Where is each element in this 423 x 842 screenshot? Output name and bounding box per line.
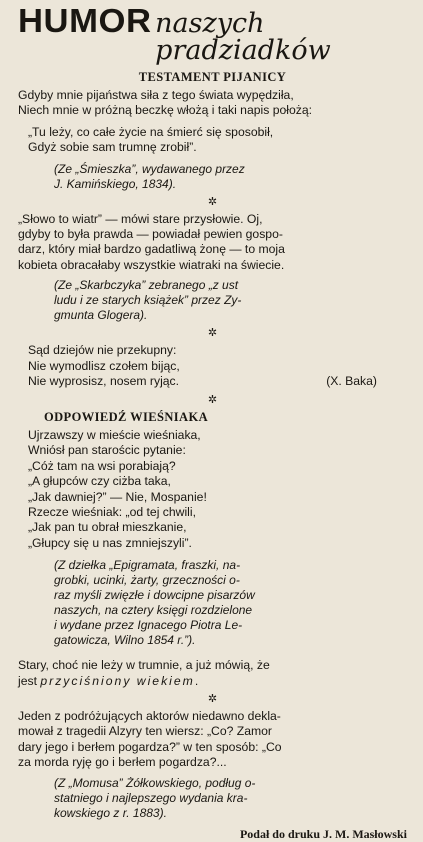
text-line: Nie wymodlisz czołem bijąc, — [28, 358, 180, 373]
text-line: (Ze „Skarbczyka” zebranego „z ust — [54, 278, 239, 293]
text-line: (Ze „Śmieszka”, wydawanego przez — [54, 161, 245, 176]
text-line: (Z dziełka „Epigramata, fraszki, na- — [54, 558, 241, 573]
citation — [18, 776, 407, 821]
text-fragment: . — [194, 673, 199, 688]
text-line: gdyby to była prawda — powiadał pewien gospo- — [18, 227, 283, 242]
text-line: „Głupcy się u nas zmniejszyli”. — [28, 535, 192, 550]
text-line: Rzecze wieśniak: „od tej chwili, — [28, 504, 196, 519]
text-line: gmunta Glogera). — [54, 308, 148, 323]
text-line — [18, 674, 407, 689]
text-line: „Cóż tam na wsi porabiają? — [28, 458, 176, 473]
text-line: statniego i najlepszego wydania kra- — [54, 790, 248, 805]
text-line: Ujrzawszy w mieście wieśniaka, — [28, 427, 201, 442]
text-line: kobieta obracałaby wszystkie wiatraki na świecie. — [18, 257, 285, 272]
text-line: i wydane przez Ignacego Piotra Le- — [54, 618, 243, 633]
text-line: Nie wyprosisz, nosem ryjąc. — [28, 374, 180, 389]
separator: ✲ — [207, 393, 218, 406]
text-line: gatowicza, Wilno 1854 r.”). — [54, 633, 196, 648]
text-line: dary jego i berłem pogardza?” w ten sposób: „Co — [18, 739, 282, 754]
text-line: raz myśli zwięzłe i dowcipne pisarzów — [54, 588, 255, 603]
text-line: Gdyż sobie sam trumnę zrobił”. — [28, 140, 197, 155]
poem-author: (X. Baka) — [326, 374, 377, 389]
paragraph — [18, 88, 407, 119]
section-title: ODPOWIEDŹ WIEŚNIAKA — [44, 409, 208, 424]
paragraph — [18, 709, 407, 771]
text-line: Sąd dziejów nie przekupny: — [28, 343, 177, 358]
spaced-text: przyciśniony wiekiem — [40, 673, 195, 688]
text-fragment: jest — [18, 673, 41, 688]
text-line: ludu i ze starych książek” przez Zy- — [54, 293, 242, 308]
quote — [18, 125, 407, 156]
section-title: TESTAMENT PIJANICY — [138, 70, 287, 84]
text-line: „Tu leży, co całe życie na śmierć się sposobił, — [28, 124, 274, 139]
poem — [18, 428, 407, 551]
text-line: „A głupców czy ciżba taka, — [28, 474, 171, 489]
text-line: mował z tragedii Alzyry ten wiersz: „Co? Zamor — [18, 724, 272, 739]
text-line: „Jak pan tu obrał mieszkanie, — [28, 520, 187, 535]
text-line: „Słowo to wiatr” — mówi stare przysłowie. Oj, — [18, 211, 263, 226]
masthead-bold: HUMOR — [18, 2, 152, 39]
separator: ✲ — [207, 692, 218, 705]
text-line: naszych, na cztery księgi rozdzielone — [54, 603, 253, 618]
masthead-script: naszych pradziadków — [155, 8, 331, 66]
paragraph — [18, 658, 407, 689]
text-line: (Z „Momusa” Żółkowskiego, podług o- — [54, 775, 256, 790]
text-line: „Jak dawniej?” — Nie, Mospanie! — [28, 489, 207, 504]
text-line: J. Kamińskiego, 1834). — [54, 176, 177, 191]
paragraph — [18, 212, 407, 274]
text-line: Wniósł pan starościc pytanie: — [28, 443, 186, 458]
text-line: kowskiego z r. 1883). — [54, 805, 167, 820]
text-line: Gdyby mnie pijaństwa siła z tego świata wypędziła, — [18, 88, 294, 102]
text-line: Stary, choć nie leży w trumnie, a już mówią, że — [18, 658, 270, 673]
text-line: grobki, ucinki, żarty, grzeczności o- — [54, 573, 240, 588]
citation — [18, 558, 407, 648]
citation — [18, 162, 407, 192]
separator: ✲ — [207, 327, 218, 340]
text-line: darz, który miał bardzo gadatliwą żonę — to moja — [18, 242, 285, 257]
signoff: Podał do druku J. M. Masłowski — [239, 826, 407, 841]
separator: ✲ — [207, 195, 218, 208]
citation — [18, 278, 407, 323]
text-line: za morda ryję go i berłem pogardza?... — [18, 755, 227, 770]
text-line: Jeden z podróżujących aktorów niedawno dekla- — [18, 708, 281, 723]
masthead — [18, 4, 407, 64]
text-line: Niech mnie w próżną beczkę włożą i taki napis położą: — [18, 103, 312, 118]
